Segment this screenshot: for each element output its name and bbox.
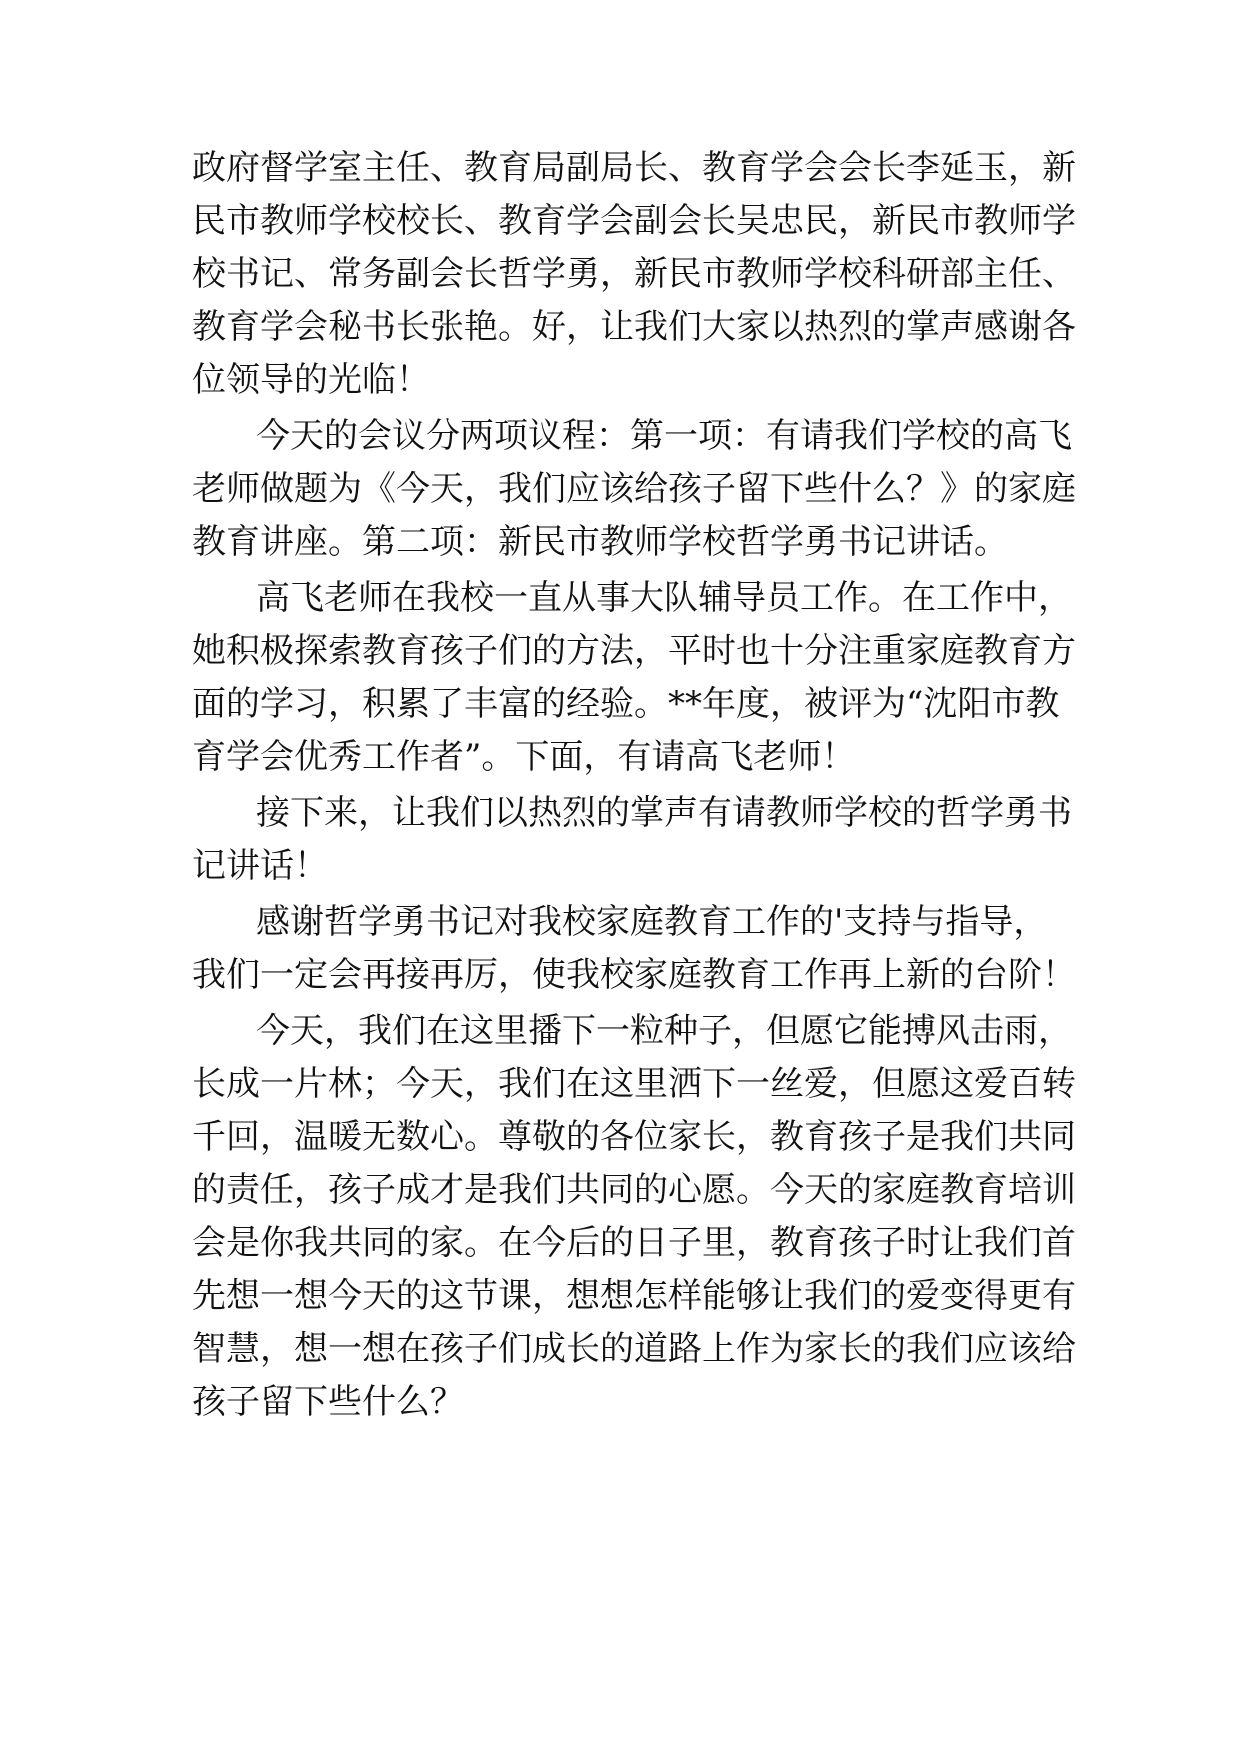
text-line: 千回，温暖无数心。尊敬的各位家长，教育孩子是我们共同 [192,1117,1076,1157]
text-line: 先想一想今天的这节课，想想怎样能够让我们的爱变得更有 [192,1276,1076,1316]
text-line: 今天，我们在这里播下一粒种子，但愿它能搏风击雨， [256,1011,1072,1051]
text-line: 的责任，孩子成才是我们共同的心愿。今天的家庭教育培训 [192,1170,1076,1210]
text-line: 我们一定会再接再厉，使我校家庭教育工作再上新的台阶！ [192,955,1076,995]
text-line: 民市教师学校校长、教育学会副会长吴忠民，新民市教师学 [192,201,1076,241]
text-line: 长成一片林；今天，我们在这里洒下一丝爱，但愿这爱百转 [192,1064,1076,1104]
text-line: 老师做题为《今天，我们应该给孩子留下些什么？》的家庭 [192,469,1076,509]
text-line: 校书记、常务副会长哲学勇，新民市教师学校科研部主任、 [192,254,1076,294]
text-line: 面的学习，积累了丰富的经验。**年度，被评为“沈阳市教 [192,684,1060,724]
text-line: 智慧，想一想在孩子们成长的道路上作为家长的我们应该给 [192,1329,1076,1369]
text-line: 记讲话！ [192,846,328,886]
text-line: 孩子留下些什么？ [192,1382,464,1422]
text-line: 感谢哲学勇书记对我校家庭教育工作的'支持与指导， [256,902,1048,942]
text-line: 育学会优秀工作者”。下面，有请高飞老师！ [192,737,856,777]
text-line: 政府督学室主任、教育局副局长、教育学会会长李延玉，新 [192,148,1076,188]
text-line: 今天的会议分两项议程：第一项：有请我们学校的高飞 [256,416,1072,456]
text-line: 会是你我共同的家。在今后的日子里，教育孩子时让我们首 [192,1223,1076,1263]
text-line: 教育讲座。第二项：新民市教师学校哲学勇书记讲话。 [192,522,1008,562]
text-line: 她积极探索教育孩子们的方法，平时也十分注重家庭教育方 [192,631,1076,671]
text-line: 接下来，让我们以热烈的掌声有请教师学校的哲学勇书 [256,793,1072,833]
text-line: 教育学会秘书长张艳。好，让我们大家以热烈的掌声感谢各 [192,307,1076,347]
text-line: 高飞老师在我校一直从事大队辅导员工作。在工作中， [256,578,1072,618]
text-line: 位领导的光临！ [192,360,430,400]
